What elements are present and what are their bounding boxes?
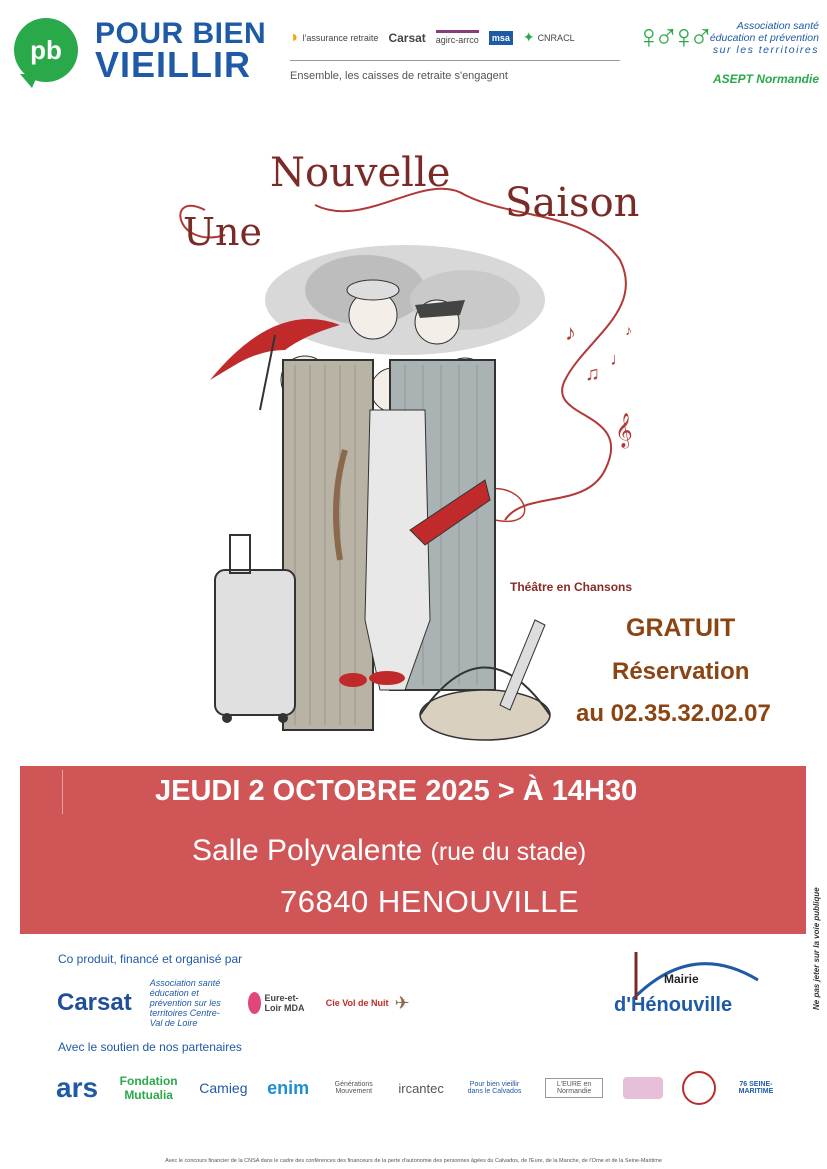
- svg-text:♩: ♩: [610, 349, 628, 369]
- partner-badge-logo: [623, 1077, 663, 1099]
- carsat-small-logo: [388, 31, 425, 45]
- mairie-name: d'Hénouville: [614, 994, 733, 1016]
- asept-line3: sur les territoires: [712, 44, 819, 56]
- msa-logo: [489, 31, 513, 45]
- pbv-logo-badge: pb: [14, 18, 78, 82]
- ircantec-logo: ircantec: [398, 1080, 444, 1096]
- enim-logo: enim: [267, 1077, 310, 1098]
- mairie-label: Mairie: [664, 972, 699, 986]
- show-illustration: [165, 150, 645, 750]
- retirement-partners-row: [290, 15, 620, 60]
- svg-text:♪: ♪: [625, 322, 632, 338]
- coproduction-label: Co produit, financé et organisé par: [58, 952, 243, 966]
- support-label: Avec le soutien de nos partenaires: [58, 1040, 242, 1054]
- people-figures-icon: ♀♂♀♂: [636, 18, 706, 56]
- reservation-phone: au 02.35.32.02.07: [576, 700, 771, 727]
- reservation-label: Réservation: [612, 658, 750, 685]
- price-label: GRATUIT: [626, 614, 736, 642]
- asept-name: ASEPT Normandie: [712, 72, 819, 86]
- msa-label: msa: [489, 31, 513, 45]
- svg-text:♫: ♫: [585, 363, 600, 385]
- show-title-une: Une: [183, 210, 262, 254]
- plane-icon: ✈: [394, 992, 410, 1013]
- footer-note: Avec le concours financier de la CNSA dans le cadre des conférences des financeurs de la perte d'autonomie des personnes âgées du Calvados, de l'Eure, de la Manche, de l'Orne et de la Seine-Maritime: [165, 1158, 662, 1164]
- pbv-line2: VIEILLIR: [95, 44, 252, 85]
- asept-line2: éducation et prévention: [709, 32, 819, 44]
- pbv-calvados-logo: Pour bien vieillir dans le Calvados: [467, 1081, 522, 1095]
- event-city: 76840 HENOUVILLE: [280, 884, 580, 919]
- camieg-logo: Camieg: [199, 1080, 248, 1096]
- show-genre: Théâtre en Chansons: [510, 580, 633, 594]
- eure-et-loir-icon: [248, 992, 261, 1014]
- ars-logo: ars: [56, 1072, 99, 1103]
- side-note: Ne pas jeter sur la voie publique: [812, 887, 821, 1010]
- show-title-saison: Saison: [505, 180, 640, 226]
- cnracl-logo: [523, 29, 575, 46]
- svg-text:♪: ♪: [565, 320, 576, 345]
- show-title-nouvelle: Nouvelle: [270, 150, 451, 196]
- carsat-logo: Carsat: [57, 988, 132, 1016]
- swoosh-icon: ◗: [290, 28, 300, 46]
- support-logos: [56, 1066, 776, 1110]
- agirc-arrco-logo: [436, 30, 479, 45]
- eure-et-loir-logo: [248, 992, 308, 1014]
- asept-cvl-logo: Association santé éducation et prévention sur les territoires Centre-Val de Loire: [149, 977, 221, 1028]
- coproduction-logos: [57, 977, 497, 1028]
- assurance-retraite-logo: [290, 29, 378, 47]
- event-date: JEUDI 2 OCTOBRE 2025 > À 14H30: [155, 775, 638, 807]
- divider: [290, 60, 620, 61]
- asept-tagline: [710, 20, 819, 56]
- asept-logo: [636, 12, 821, 86]
- asept-line1: Association santé: [736, 20, 819, 32]
- round-seal-logo: [682, 1071, 716, 1105]
- generations-mouvement-logo: Générations Mouvement: [334, 1081, 373, 1095]
- svg-text:𝄞: 𝄞: [615, 414, 633, 447]
- eure-normandie-logo: L'EURE en Normandie: [545, 1078, 603, 1098]
- agirc-arrco-label: agirc-arrco: [435, 35, 479, 45]
- venue-name: Salle Polyvalente: [192, 834, 423, 867]
- cnracl-label: CNRACL: [537, 32, 575, 43]
- event-venue: [192, 834, 586, 868]
- pbv-line1: POUR BIEN: [95, 17, 267, 50]
- seine-maritime-logo: 76 SEINE-MARITIME: [738, 1081, 774, 1095]
- people-icon: ✦: [522, 29, 535, 45]
- assurance-retraite-label: l'assurance retraite: [302, 32, 379, 43]
- venue-detail: (rue du stade): [430, 838, 587, 866]
- mairie-logo: [612, 950, 760, 1028]
- engage-tagline: Ensemble, les caisses de retraite s'engagent: [290, 70, 508, 82]
- cie-vol-de-nuit-logo: [325, 992, 416, 1013]
- pbv-logo-text: [95, 17, 267, 85]
- eure-et-loir-label: Eure-et-Loir MDA: [264, 992, 305, 1013]
- carsat-small-label: Carsat: [388, 30, 426, 45]
- cie-vol-de-nuit-label: Cie Vol de Nuit: [325, 997, 389, 1008]
- mutualia-logo: Fondation Mutualia: [119, 1074, 178, 1102]
